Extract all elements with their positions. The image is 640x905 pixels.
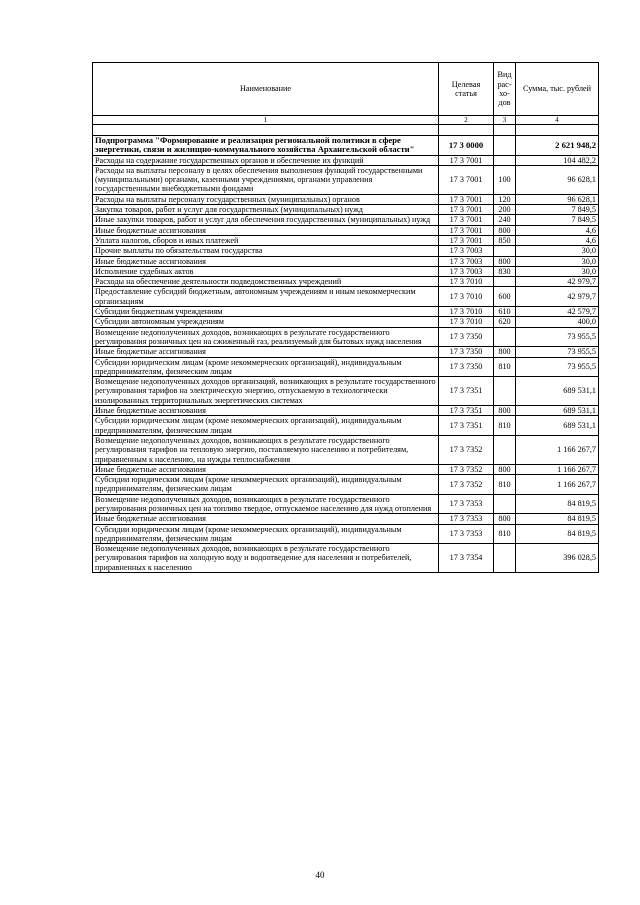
column-number: 2 <box>439 116 494 125</box>
row-name: Прочие выплаты по обязательствам государства <box>93 246 439 256</box>
row-expense-type <box>494 277 516 287</box>
row-amount: 104 482,2 <box>516 155 599 165</box>
row-target-article: 17 3 7350 <box>439 357 494 377</box>
table-row <box>93 256 599 266</box>
row-amount: 400,0 <box>516 317 599 327</box>
page-number: 40 <box>315 870 325 880</box>
row-name: Расходы на содержание государственных органов и обеспечение их функций <box>93 155 439 165</box>
row-target-article: 17 3 7010 <box>439 287 494 307</box>
row-target-article: 17 3 7001 <box>439 225 494 235</box>
row-name: Расходы на обеспечение деятельности подведомственных учреждений <box>93 277 439 287</box>
row-expense-type: 610 <box>494 307 516 317</box>
row-name: Субсидии бюджетным учреждениям <box>93 307 439 317</box>
row-expense-type: 810 <box>494 357 516 377</box>
row-expense-type: 600 <box>494 287 516 307</box>
row-target-article: 17 3 7003 <box>439 266 494 276</box>
column-number: 3 <box>494 116 516 125</box>
table-row <box>93 416 599 436</box>
row-name: Закупка товаров, работ и услуг для государственных (муниципальных) нужд <box>93 205 439 215</box>
table-row <box>93 225 599 235</box>
row-amount: 396 028,5 <box>516 544 599 573</box>
table-row <box>93 266 599 276</box>
row-expense-type: 810 <box>494 416 516 436</box>
table-row <box>93 357 599 377</box>
row-amount: 30,0 <box>516 246 599 256</box>
row-amount: 84 819,5 <box>516 494 599 514</box>
row-name: Иные бюджетные ассигнования <box>93 225 439 235</box>
row-expense-type <box>494 246 516 256</box>
row-target-article: 17 3 7352 <box>439 464 494 474</box>
row-target-article: 17 3 7001 <box>439 194 494 204</box>
row-expense-type <box>494 544 516 573</box>
table-row <box>93 317 599 327</box>
row-name: Иные закупки товаров, работ и услуг для обеспечения государственных (муниципальных) нужд <box>93 215 439 225</box>
table-row <box>93 194 599 204</box>
row-name: Возмещение недополученных доходов, возникающих в результате государственного регулирования тарифов на тепловую энергию, поставляемую населению и потребителям, приравненным к населению, на нужды теплоснабжения <box>93 435 439 464</box>
row-name: Возмещение недополученных доходов, возникающих в результате государственного регулирования розничных цен на топливо твердое, отпускаемое населению для нужд отопления <box>93 494 439 514</box>
row-amount: 689 531,1 <box>516 377 599 406</box>
row-target-article: 17 3 7352 <box>439 475 494 495</box>
row-name: Иные бюджетные ассигнования <box>93 406 439 416</box>
row-expense-type: 800 <box>494 464 516 474</box>
row-name: Иные бюджетные ассигнования <box>93 464 439 474</box>
row-expense-type <box>494 377 516 406</box>
row-expense-type: 800 <box>494 225 516 235</box>
header-name: Наименование <box>93 63 439 116</box>
row-amount: 30,0 <box>516 266 599 276</box>
row-target-article: 17 3 7003 <box>439 246 494 256</box>
table-row <box>93 377 599 406</box>
table-row <box>93 327 599 347</box>
row-amount: 96 628,1 <box>516 165 599 194</box>
row-expense-type <box>494 327 516 347</box>
row-amount: 689 531,1 <box>516 416 599 436</box>
header-amount: Сумма, тыс. рублей <box>516 63 599 116</box>
row-target-article: 17 3 7354 <box>439 544 494 573</box>
row-target-article: 17 3 7001 <box>439 165 494 194</box>
row-name: Иные бюджетные ассигнования <box>93 514 439 524</box>
row-name: Субсидии юридическим лицам (кроме некоммерческих организаций), индивидуальным предпринимателям, физическим лицам <box>93 357 439 377</box>
row-expense-type: 100 <box>494 165 516 194</box>
table-row <box>93 215 599 225</box>
table-row <box>93 155 599 165</box>
table-row <box>93 205 599 215</box>
row-expense-type: 120 <box>494 194 516 204</box>
row-target-article: 17 3 7001 <box>439 205 494 215</box>
row-name: Субсидии юридическим лицам (кроме некоммерческих организаций), индивидуальным предпринимателям, физическим лицам <box>93 475 439 495</box>
row-expense-type: 800 <box>494 514 516 524</box>
row-target-article: 17 3 7353 <box>439 514 494 524</box>
row-target-article: 17 3 7010 <box>439 277 494 287</box>
row-amount: 1 166 267,7 <box>516 464 599 474</box>
budget-table <box>92 62 599 573</box>
row-name: Исполнение судебных актов <box>93 266 439 276</box>
row-target-article: 17 3 7350 <box>439 327 494 347</box>
table-row <box>93 165 599 194</box>
row-amount: 7 849,5 <box>516 215 599 225</box>
row-target-article: 17 3 7351 <box>439 377 494 406</box>
row-amount: 73 955,5 <box>516 357 599 377</box>
row-expense-type: 620 <box>494 317 516 327</box>
row-target-article: 17 3 7352 <box>439 435 494 464</box>
row-target-article: 17 3 7353 <box>439 494 494 514</box>
row-expense-type: 240 <box>494 215 516 225</box>
table-row <box>93 347 599 357</box>
row-name: Иные бюджетные ассигнования <box>93 347 439 357</box>
row-name: Иные бюджетные ассигнования <box>93 256 439 266</box>
row-name: Возмещение недополученных доходов, возникающих в результате государственного регулирования тарифов на холодную воду и водоотведение для населения и потребителей, приравненных к населению <box>93 544 439 573</box>
row-expense-type <box>494 494 516 514</box>
row-target-article: 17 3 7351 <box>439 416 494 436</box>
row-name: Предоставление субсидий бюджетным, автономным учреждениям и иным некоммерческим организациям <box>93 287 439 307</box>
row-target-article: 17 3 7353 <box>439 524 494 544</box>
header-expense-type: Вид рас- хо- дов <box>494 63 516 116</box>
table-row <box>93 435 599 464</box>
row-amount: 689 531,1 <box>516 406 599 416</box>
row-target-article: 17 3 7350 <box>439 347 494 357</box>
header-target-article: Целевая статья <box>439 63 494 116</box>
row-amount: 7 849,5 <box>516 205 599 215</box>
row-target-article: 17 3 7010 <box>439 307 494 317</box>
column-number: 1 <box>93 116 439 125</box>
table-row <box>93 544 599 573</box>
row-expense-type <box>494 136 516 156</box>
table-row <box>93 277 599 287</box>
row-name: Расходы на выплаты персоналу государственных (муниципальных) органов <box>93 194 439 204</box>
row-amount: 73 955,5 <box>516 327 599 347</box>
table-row <box>93 136 599 156</box>
table-row <box>93 475 599 495</box>
row-amount: 1 166 267,7 <box>516 435 599 464</box>
column-number: 4 <box>516 116 599 125</box>
row-name: Возмещение недополученных доходов, возникающих в результате государственного регулирования розничных цен на сжиженный газ, реализуемый для бытовых нужд населения <box>93 327 439 347</box>
row-expense-type: 850 <box>494 235 516 245</box>
row-target-article: 17 3 7003 <box>439 256 494 266</box>
row-name: Уплата налогов, сборов и иных платежей <box>93 235 439 245</box>
row-amount: 42 979,7 <box>516 287 599 307</box>
table-row <box>93 464 599 474</box>
table-body <box>93 136 599 573</box>
row-target-article: 17 3 7001 <box>439 215 494 225</box>
table-row <box>93 494 599 514</box>
table-row <box>93 246 599 256</box>
table-header-row <box>93 63 599 116</box>
row-expense-type: 810 <box>494 524 516 544</box>
row-amount: 84 819,5 <box>516 524 599 544</box>
table-row <box>93 406 599 416</box>
row-amount: 73 955,5 <box>516 347 599 357</box>
row-expense-type: 800 <box>494 347 516 357</box>
row-name: Субсидии юридическим лицам (кроме некоммерческих организаций), индивидуальным предпринимателям, физическим лицам <box>93 524 439 544</box>
row-name: Расходы на выплаты персоналу в целях обеспечения выполнения функций государственными (муниципальными) органами, казенными учреждениями, органами управления государственными внебюджетными фондами <box>93 165 439 194</box>
row-amount: 30,0 <box>516 256 599 266</box>
row-amount: 84 819,5 <box>516 514 599 524</box>
row-amount: 2 621 948,2 <box>516 136 599 156</box>
row-expense-type: 800 <box>494 256 516 266</box>
table-row <box>93 235 599 245</box>
table-row <box>93 514 599 524</box>
row-target-article: 17 3 7001 <box>439 155 494 165</box>
row-name: Субсидии юридическим лицам (кроме некоммерческих организаций), индивидуальным предпринимателям, физическим лицам <box>93 416 439 436</box>
row-amount: 42 979,7 <box>516 277 599 287</box>
row-target-article: 17 3 0000 <box>439 136 494 156</box>
row-expense-type: 830 <box>494 266 516 276</box>
spacer-row <box>93 125 599 136</box>
table-row <box>93 307 599 317</box>
row-target-article: 17 3 7010 <box>439 317 494 327</box>
row-amount: 42 579,7 <box>516 307 599 317</box>
row-name: Возмещение недополученных доходов организаций, возникающих в результате государственного регулирования тарифов на электрическую энергию, отпускаемую в технологически изолированных территориальных энергетических системах <box>93 377 439 406</box>
row-target-article: 17 3 7001 <box>439 235 494 245</box>
row-name: Субсидии автономным учреждениям <box>93 317 439 327</box>
row-expense-type: 800 <box>494 406 516 416</box>
row-expense-type <box>494 435 516 464</box>
table-row <box>93 287 599 307</box>
row-name: Подпрограмма "Формирование и реализация региональной политики в сфере энергетики, связи и жилищно-коммунального хозяйства Архангельской области" <box>93 136 439 156</box>
row-target-article: 17 3 7351 <box>439 406 494 416</box>
row-amount: 4,6 <box>516 225 599 235</box>
row-amount: 1 166 267,7 <box>516 475 599 495</box>
table-row <box>93 524 599 544</box>
row-expense-type <box>494 155 516 165</box>
row-amount: 4,6 <box>516 235 599 245</box>
row-expense-type: 200 <box>494 205 516 215</box>
row-expense-type: 810 <box>494 475 516 495</box>
row-amount: 96 628,1 <box>516 194 599 204</box>
column-number-row <box>93 116 599 125</box>
